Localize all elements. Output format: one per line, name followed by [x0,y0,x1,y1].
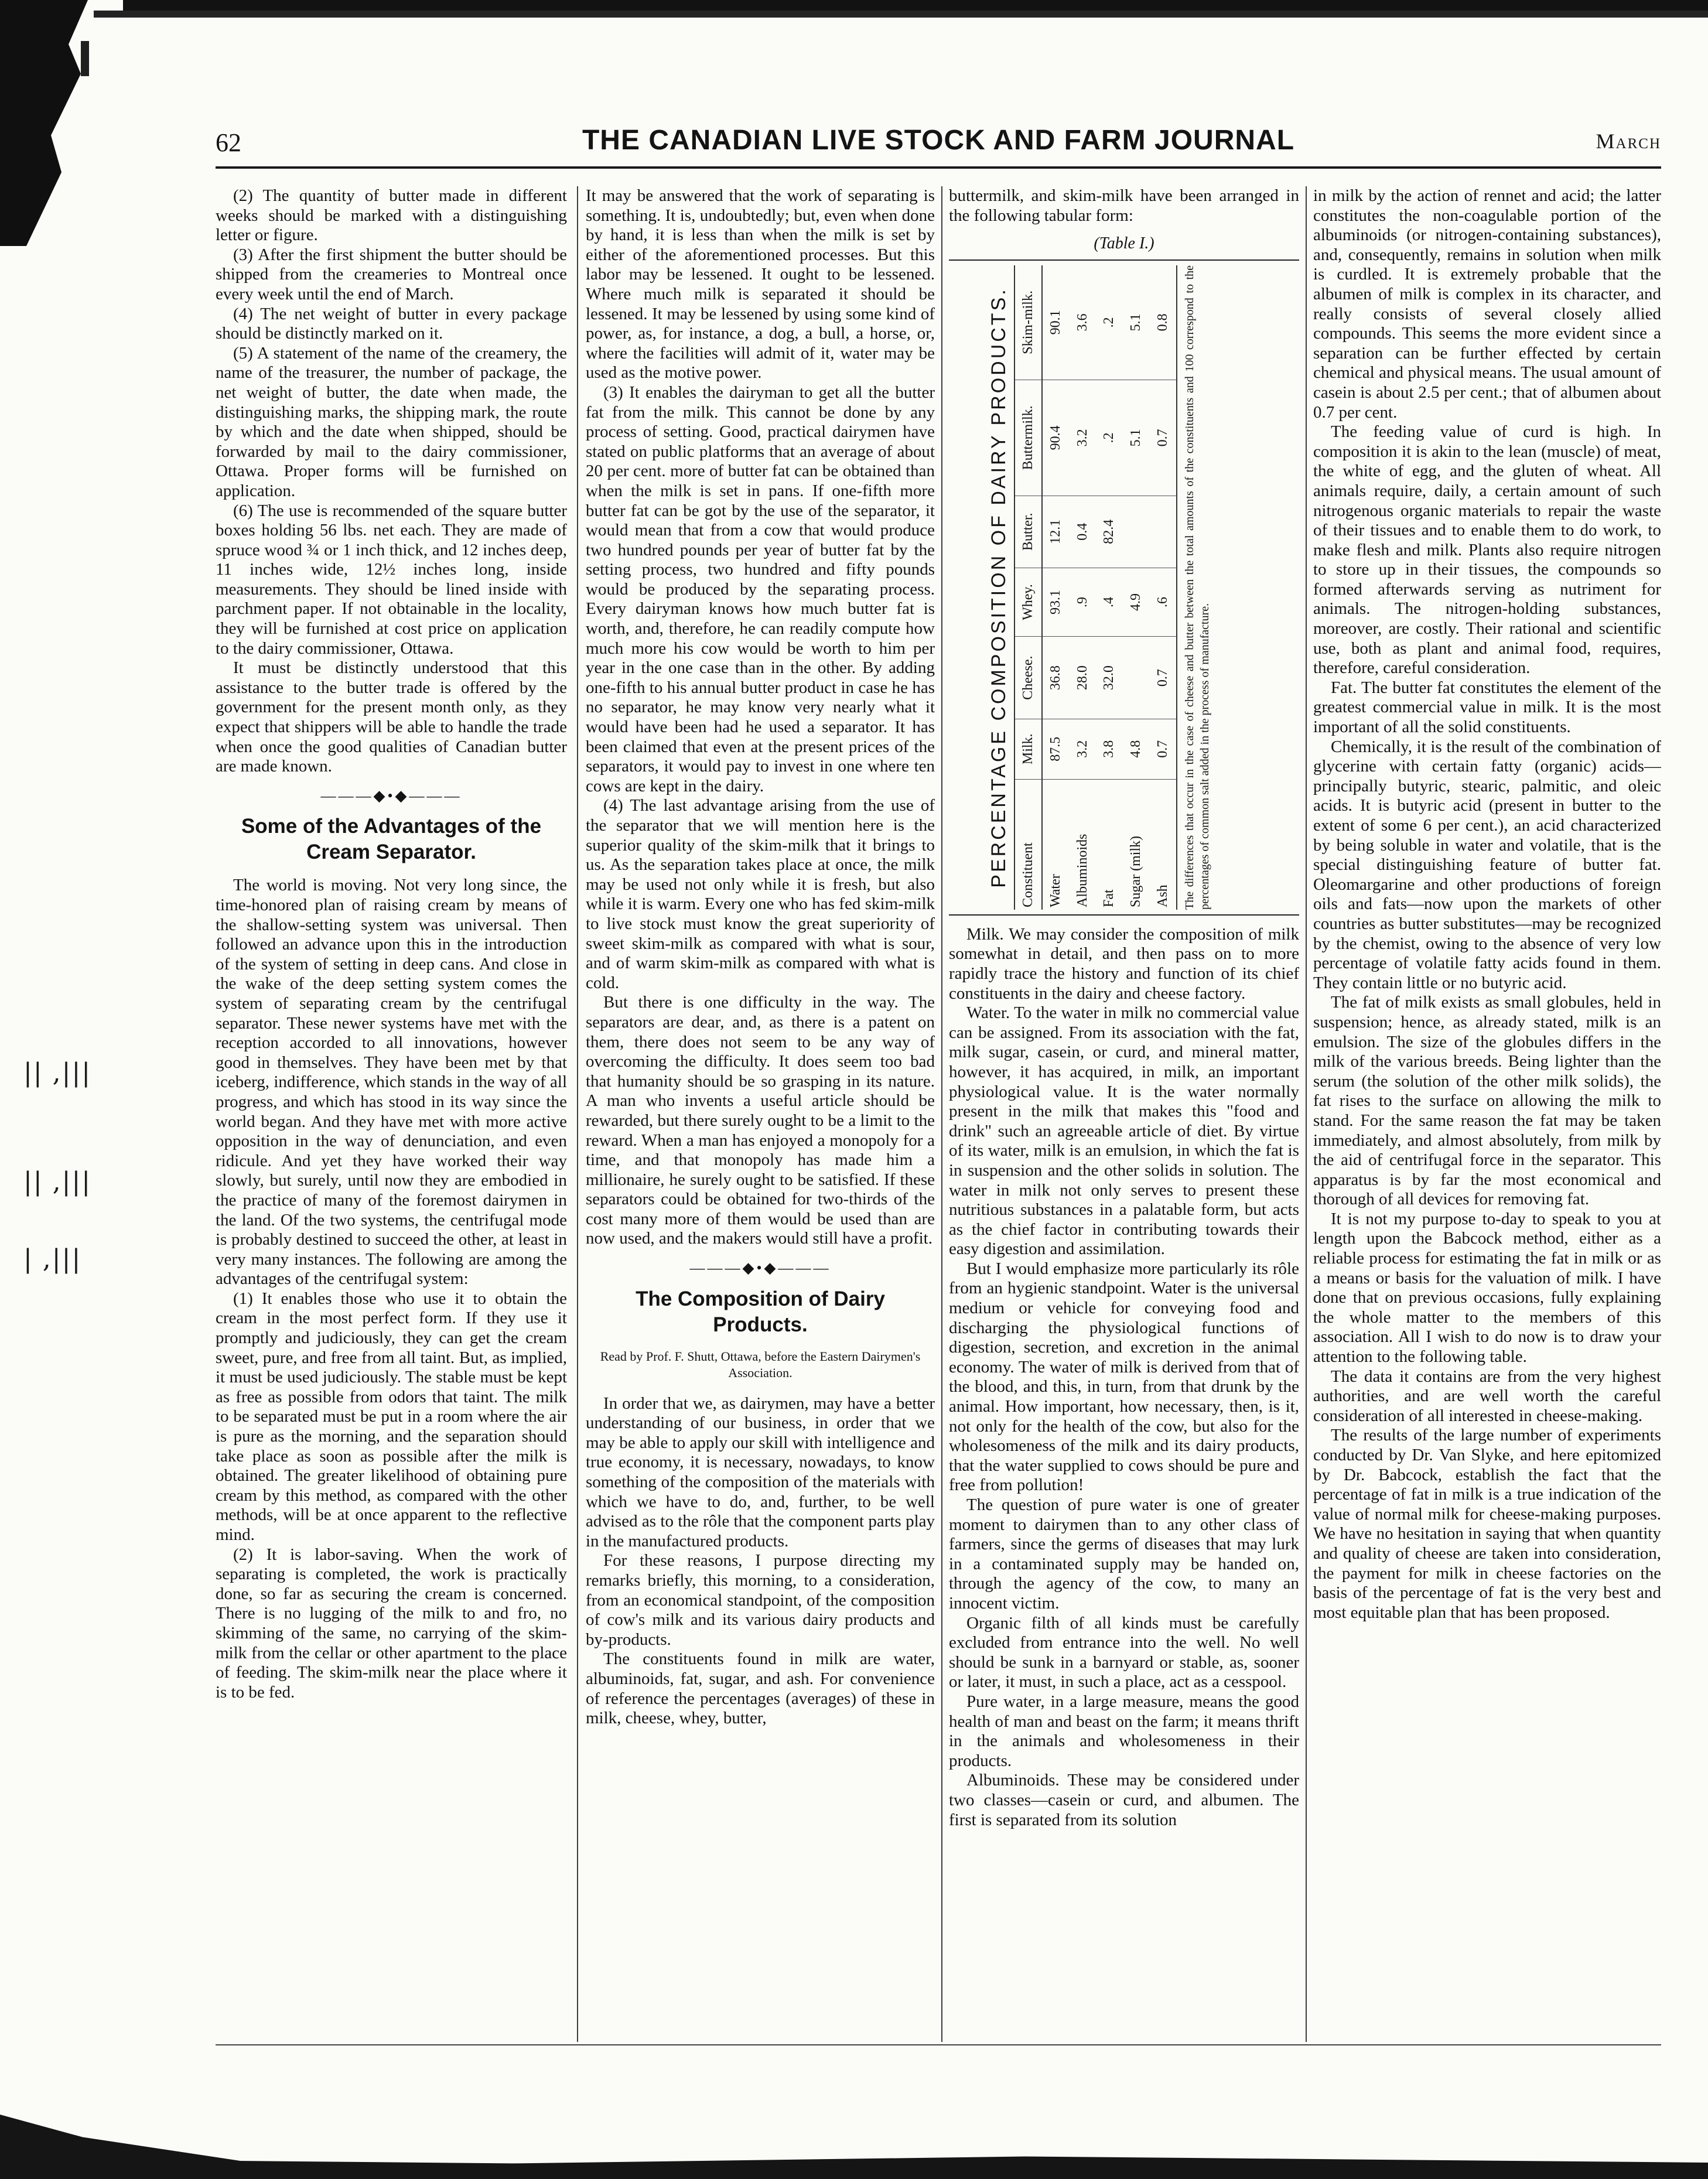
paragraph: in milk by the action of rennet and acid; the latter constitutes the non-coagulable portion of the albuminoids (or nitrogen-containing substances), and, consequently, remains in solution when milk is curdled. It is extremely probable that the albumen of milk is complex in its character, and really consists of several closely allied compounds. This seems the more evident since a separation can be further effected by certain chemical and physical means. The usual amount of casein is about 2.5 per cent.; that of albumen about 0.7 per cent. [1313,186,1661,422]
table-cell: .2 [1096,265,1123,380]
column-header: Constituent [1014,779,1043,910]
table-cell: 3.8 [1096,719,1123,779]
section-title-cream-separator: Some of the Advantages of the Cream Separator. [241,815,542,864]
table-cell: Albuminoids [1074,834,1090,907]
table-cell: 0.8 [1150,265,1177,380]
paragraph: buttermilk, and skim-milk have been arranged in the following tabular form: [949,186,1299,225]
paragraph: The data it contains are from the very highest authorities, and are well worth the careful consideration of all interested in cheese-making. [1313,1367,1661,1425]
column-rule [941,186,942,2042]
table-cell: Fat [1101,889,1117,907]
table-cell: Ash [1150,779,1177,910]
table-row [1070,265,1096,910]
table-cell: 5.1 [1123,265,1150,380]
table-row [1150,265,1177,910]
byline: Read by Prof. F. Shutt, Ottawa, before the Eastern Dairymen's Association. [600,1348,921,1380]
table-cell: 3.2 [1070,380,1096,496]
table-cell: 87.5 [1042,719,1070,779]
section-title-dairy-composition: The Composition of Dairy Products. [636,1287,885,1336]
paragraph: The constituents found in milk are water, albuminoids, fat, sugar, and ash. For convenience of reference the percentages (averages) of these in milk, cheese, whey, butter, [586,1649,935,1728]
table-cell: 12.1 [1042,496,1070,568]
paragraph: But I would emphasize more particularly its rôle from an hygienic standpoint. Water is the universal medium or vehicle for conveying food and discharging the physiological functions of digestion, secretion, and excretion in the animal economy. The water of milk is derived from that of the blood, and this, in turn, from that drunk by the animal. How important, how necessary, then, is it, not only for the health of the cow, but also for the wholesomeness of the milk and its dairy products, that the water supplied to cows should be pure and free from pollution! [949,1259,1299,1495]
paragraph: The fat of milk exists as small globules, held in suspension; hence, as already stated, milk is an emulsion. The size of the globules differs in the milk of the various breeds. Being lighter than the serum (the solution of the other milk solids), the fat rises to the surface on allowing the milk to stand. For the same reason the fat may be taken immediately, and almost absolutely, from milk by the aid of centrifugal force in the separator. This apparatus is by far the most economical and thorough of all devices for removing fat. [1313,993,1661,1209]
column-header: Buttermilk. [1014,380,1043,496]
paragraph: (2) The quantity of butter made in different weeks should be marked with a distinguishing letter or figure. [216,186,567,245]
composition-table [949,259,1299,916]
issue-month: March [1596,129,1661,153]
table-cell: 0.7 [1150,719,1177,779]
page-header [216,124,1661,166]
table-cell: Sugar (milk) [1128,835,1143,907]
paragraph: (1) It enables those who use it to obtain the cream in the most perfect form. If they use it promptly and judiciously, they can get the cream sweet, pure, and free from all taint. But, as implied, it must be used judiciously. The stable must be kept as free as possible from odors that taint. The milk to be separated must be put in a room where the air is pure as the morning, and the separation should take place as soon as possible after the milk is obtained. The greater likelihood of obtaining pure cream by this method, as compared with the other methods, will be at once apparent to the reflective mind. [216,1289,567,1544]
table-title: PERCENTAGE COMPOSITION OF DAIRY PRODUCTS. [988,287,1010,888]
paragraph: Fat. The butter fat constitutes the element of the greatest commercial value in milk. It is the most important of all the solid constituents. [1313,678,1661,737]
paragraph: Pure water, in a large measure, means the good health of man and beast on the farm; it means thrift in the animals and wholesomeness in their products. [949,1692,1299,1770]
table-cell: 36.8 [1042,637,1070,719]
paragraph: (5) A statement of the name of the creamery, the name of the treasurer, the number of package, the net weight of butter, the date when made, the distinguishing marks, the shipping mark, the route by which and the date when shipped, should be forwarded by mail to the dairy commissioner, Ottawa. Proper forms will be furnished on application. [216,343,567,500]
table-cell [1123,496,1150,568]
table-footnote: The differences that occur in the case of cheese and butter between the total amounts of the constituents and 100 correspond to the percentages of common salt added in the process of manufacture. [1183,265,1212,910]
composition-data-table [1014,265,1178,910]
table-cell: 0.4 [1070,496,1096,568]
table-row [1042,265,1070,910]
paragraph: It is not my purpose to-day to speak to you at length upon the Babcock method, either as a reliable process for estimating the fat in milk or as a means or basis for the valuation of milk. I have done that on previous occasions, fully explaining the whole matter to the members of this association. All I wish to do now is to draw your attention to the following table. [1313,1209,1661,1367]
paragraph: The results of the large number of experiments conducted by Dr. Van Slyke, and here epitomized by Dr. Babcock, establish the fact that the percentage of fat in milk is a true indication of the value of normal milk for cheese-making purposes. We have no hesitation in saying that when quantity and quality of cheese are taken into consideration, the payment for milk in cheese factories on the basis of the percentage of fat is the very best and most equitable plan that has been proposed. [1313,1426,1661,1622]
table-cell: .9 [1070,568,1096,637]
table-cell: 0.7 [1150,380,1177,496]
scan-edge-top-inner [94,11,1708,18]
table-cell: 90.4 [1042,380,1070,496]
column-header: Whey. [1014,568,1043,637]
footer-rule [216,2044,1661,2045]
paragraph: The feeding value of curd is high. In composition it is akin to the lean (muscle) of meat, the white of egg, and the gluten of wheat. All animals require, daily, a certain amount of such nitrogenous organic materials to repair the waste of their tissues and to enable them to do work, to make flesh and milk. Plants also require nitrogen to store up in their tissues, the compounds so formed afterwards serving as nutriment for animals. The nitrogen-holding substances, moreover, are costly. Their rational and scientific use, both as plant and animal food, requires, therefore, careful consideration. [1313,422,1661,678]
column-2 [586,186,935,2042]
paragraph: The question of pure water is one of greater moment to dairymen than to any other class of farmers, since the germs of diseases that may lurk in a contaminated supply may be handed on, through the agency of the cow, to many an innocent victim. [949,1495,1299,1613]
column-header: Butter. [1014,496,1043,568]
paragraph: Chemically, it is the result of the combination of glycerine with certain fatty (organic) acids—principally butyric, stearic, palmitic, and oleic acids. It is butyric acid (present in butter to the extent of some 6 per cent.), an acid characterized by being soluble in water and volatile, that is the special distinguishing feature of butter fat. Oleomargarine and other productions of foreign oils and fats—now upon the markets of other countries as butter substitutes—may be recognized by the chemist, owing to the absence of very low percentage of volatile fatty acids found in them. They contain little or no butyric acid. [1313,737,1661,992]
table-cell: 4.8 [1123,719,1150,779]
paragraph: The world is moving. Not very long since, the time-honored plan of raising cream by means of the shallow-setting system was universal. Then followed an advance upon this in the introduction of the system of setting in deep cans. And close in the wake of the deep setting system comes the system of separating cream by the centrifugal separator. These newer systems have met with the reception accorded to all innovations, however good in themselves. They have been met by that iceberg, indifference, which stands in the way of all progress, and which has stood in its way since the world began. And they have met with more active opposition in the way of denunciation, and even ridicule. And yet they have worked their way slowly, but surely, until now they are embodied in the practice of many of the foremost dairymen in the land. Of the two systems, the centrifugal mode is probably destined to succeed the other, at least in very many instances. The following are among the advantages of the centrifugal system: [216,876,567,1289]
table-cell: 3.2 [1070,719,1096,779]
scan-edge-left [0,0,88,246]
paragraph: (2) It is labor-saving. When the work of separating is completed, the work is practically done, so far as securing the cream is concerned. There is no lugging of the milk to and fro, no skimming of the same, no carrying of the skim-milk from the cellar or other apartment to the place of feeding. The skim-milk near the place where it is to be fed. [216,1545,567,1702]
table-cell: 28.0 [1070,637,1096,719]
table-cell: 0.7 [1150,637,1177,719]
paragraph: For these reasons, I purpose directing my remarks briefly, this morning, to a consideration, from an economical standpoint, of the composition of cow's milk and its various dairy products and by-products. [586,1551,935,1649]
table-cell: 32.0 [1096,637,1123,719]
column-3 [949,186,1299,2042]
paragraph: Milk. We may consider the composition of milk somewhat in detail, and then pass on to more rapidly trace the history and function of its chief constituents in the dairy and cheese factory. [949,924,1299,1003]
scan-speck [81,41,89,76]
scan-edge-bottom-left [0,2115,275,2179]
paragraph: (6) The use is recommended of the square butter boxes holding 56 lbs. net each. They are made of spruce wood ¾ or 1 inch thick, and 12 inches deep, 11 inches wide, 12½ inches long, inside measurements. They should be lined inside with parchment paper. If not obtainable in the locality, they will be furnished at cost price on application to the dairy commissioner, Ottawa. [216,501,567,658]
paragraph: In order that we, as dairymen, may have a better understanding of our business, in order that we may be able to apply our skill with intelligence and true economy, it is necessary, nowadays, to know something of the composition of the materials with which we have to do, and, further, to be well advised as to the rôle that the component parts play in the manufactured products. [586,1394,935,1550]
paragraph: Albuminoids. These may be considered under two classes—casein or curd, and albumen. The first is separated from its solution [949,1771,1299,1829]
table-cell: 4.9 [1123,568,1150,637]
section-divider: ———◆•◆——— [689,1259,831,1277]
column-header: Milk. [1014,719,1043,779]
table-cell: .6 [1150,568,1177,637]
page-number: 62 [216,128,241,157]
table-cell [1123,637,1150,719]
column-header: Cheese. [1014,637,1043,719]
table-row [1096,265,1123,910]
table-cell: Water [1048,874,1064,907]
paragraph: Water. To the water in milk no commercial value can be assigned. From its association with the fat, milk sugar, casein, or curd, and mineral matter, however, it has acquired, in milk, an important physiological value. It is the water normally present in the milk that makes this "food and drink" such an agreeable article of diet. By virtue of its water, milk is an emulsion, in which the fat is in suspension and the other solids in solution. The water in milk not only serves to present these nutritious substances in a palatable form, but acts as the chief factor in contributing towards their easy digestion and assimilation. [949,1003,1299,1259]
paragraph: It must be distinctly understood that this assistance to the butter trade is offered by the government for the present month only, as they expect that shippers will be able to handle the trade when once the good qualities of Canadian butter are made known. [216,658,567,776]
table-cell: 82.4 [1096,496,1123,568]
column-1 [216,186,567,2042]
section-divider: ———◆•◆——— [320,787,462,804]
journal-title: THE CANADIAN LIVE STOCK AND FARM JOURNAL [582,125,1295,156]
paragraph: Organic filth of all kinds must be carefully excluded from entrance into the well. No well should be sunk in a barnyard or stable, as, sooner or later, it must, in such a place, act as a cesspool. [949,1613,1299,1692]
paragraph: It may be answered that the work of separating is something. It is, undoubtedly; but, even when done by hand, it is less than when the milk is set by either of the aforementioned processes. But this labor may be lessened. It ought to be lessened. Where much milk is separated it should be lessened. It may be lessened by using some kind of power, as, for instance, a dog, a bull, a horse, or, where the facilities will admit of it, water may be used as the motive power. [586,186,935,382]
table-cell: 93.1 [1042,568,1070,637]
paragraph: (3) After the first shipment the butter should be shipped from the creameries to Montreal once every week until the end of March. [216,245,567,303]
column-4 [1313,186,1661,2042]
table-label: (Table I.) [1094,234,1154,253]
column-header: Skim-milk. [1014,265,1043,380]
table-header-row [1014,265,1043,910]
table-row [1123,265,1150,910]
margin-mark: | ,||| [23,1244,82,1274]
table-cell: 90.1 [1042,265,1070,380]
margin-mark: || ,||| [23,1167,92,1197]
table-cell [1150,496,1177,568]
paragraph: (4) The last advantage arising from the use of the separator that we will mention here is the superior quality of the skim-milk that it brings to us. As the separation takes place at once, the milk may be used not only while it is fresh, but also while it is warm. Every one who has fed skim-milk to live stock must know the great superiority of sweet skim-milk as compared with what is sour, and of warm skim-milk as compared with what is cold. [586,796,935,992]
table-cell: 3.6 [1070,265,1096,380]
table-cell: .2 [1096,380,1123,496]
table-cell: .4 [1096,568,1123,637]
column-rule [577,186,578,2042]
paragraph: (3) It enables the dairyman to get all the butter fat from the milk. This cannot be done by any process of setting. Good, practical dairymen have stated on public platforms that an average of about 20 per cent. more of butter fat can be obtained than when the milk is set in pans. If one-fifth more butter fat can be got by the use of the separator, it would mean that from a cow that would produce two hundred pounds per year of butter fat by the setting process, two hundred and fifty pounds would be produced by the separating process. Every dairyman knows how much butter fat is worth, and, therefore, he can readily compute how much more his cow would be worth to him per year in the one case than in the other. By adding one-fifth to his annual butter product in case he has no separator, he may know very nearly what it would have been had he used a separator. It has been claimed that even at the present prices of the separators, it would pay to invest in one where ten cows are kept in the dairy. [586,382,935,795]
table-cell: 5.1 [1123,380,1150,496]
column-rule [1306,186,1307,2042]
margin-mark: || ,||| [23,1058,92,1088]
rotated-table [989,265,1259,910]
paragraph: But there is one difficulty in the way. The separators are dear, and, as there is a patent on them, there does not seem to be any way of overcoming the difficulty. It does seem too bad that humanity should be so grasping in its nature. A man who invents a useful article should be rewarded, but there surely ought to be a limit to the reward. When a man has enjoyed a monopoly for a time, and that monopoly has made him a millionaire, he surely ought to be satisfied. If these separators could be obtained for two-thirds of the cost many more of them would be used than are now used, and the makers would still have a profit. [586,993,935,1248]
header-rule [216,166,1661,169]
paragraph: (4) The net weight of butter in every package should be distinctly marked on it. [216,304,567,343]
